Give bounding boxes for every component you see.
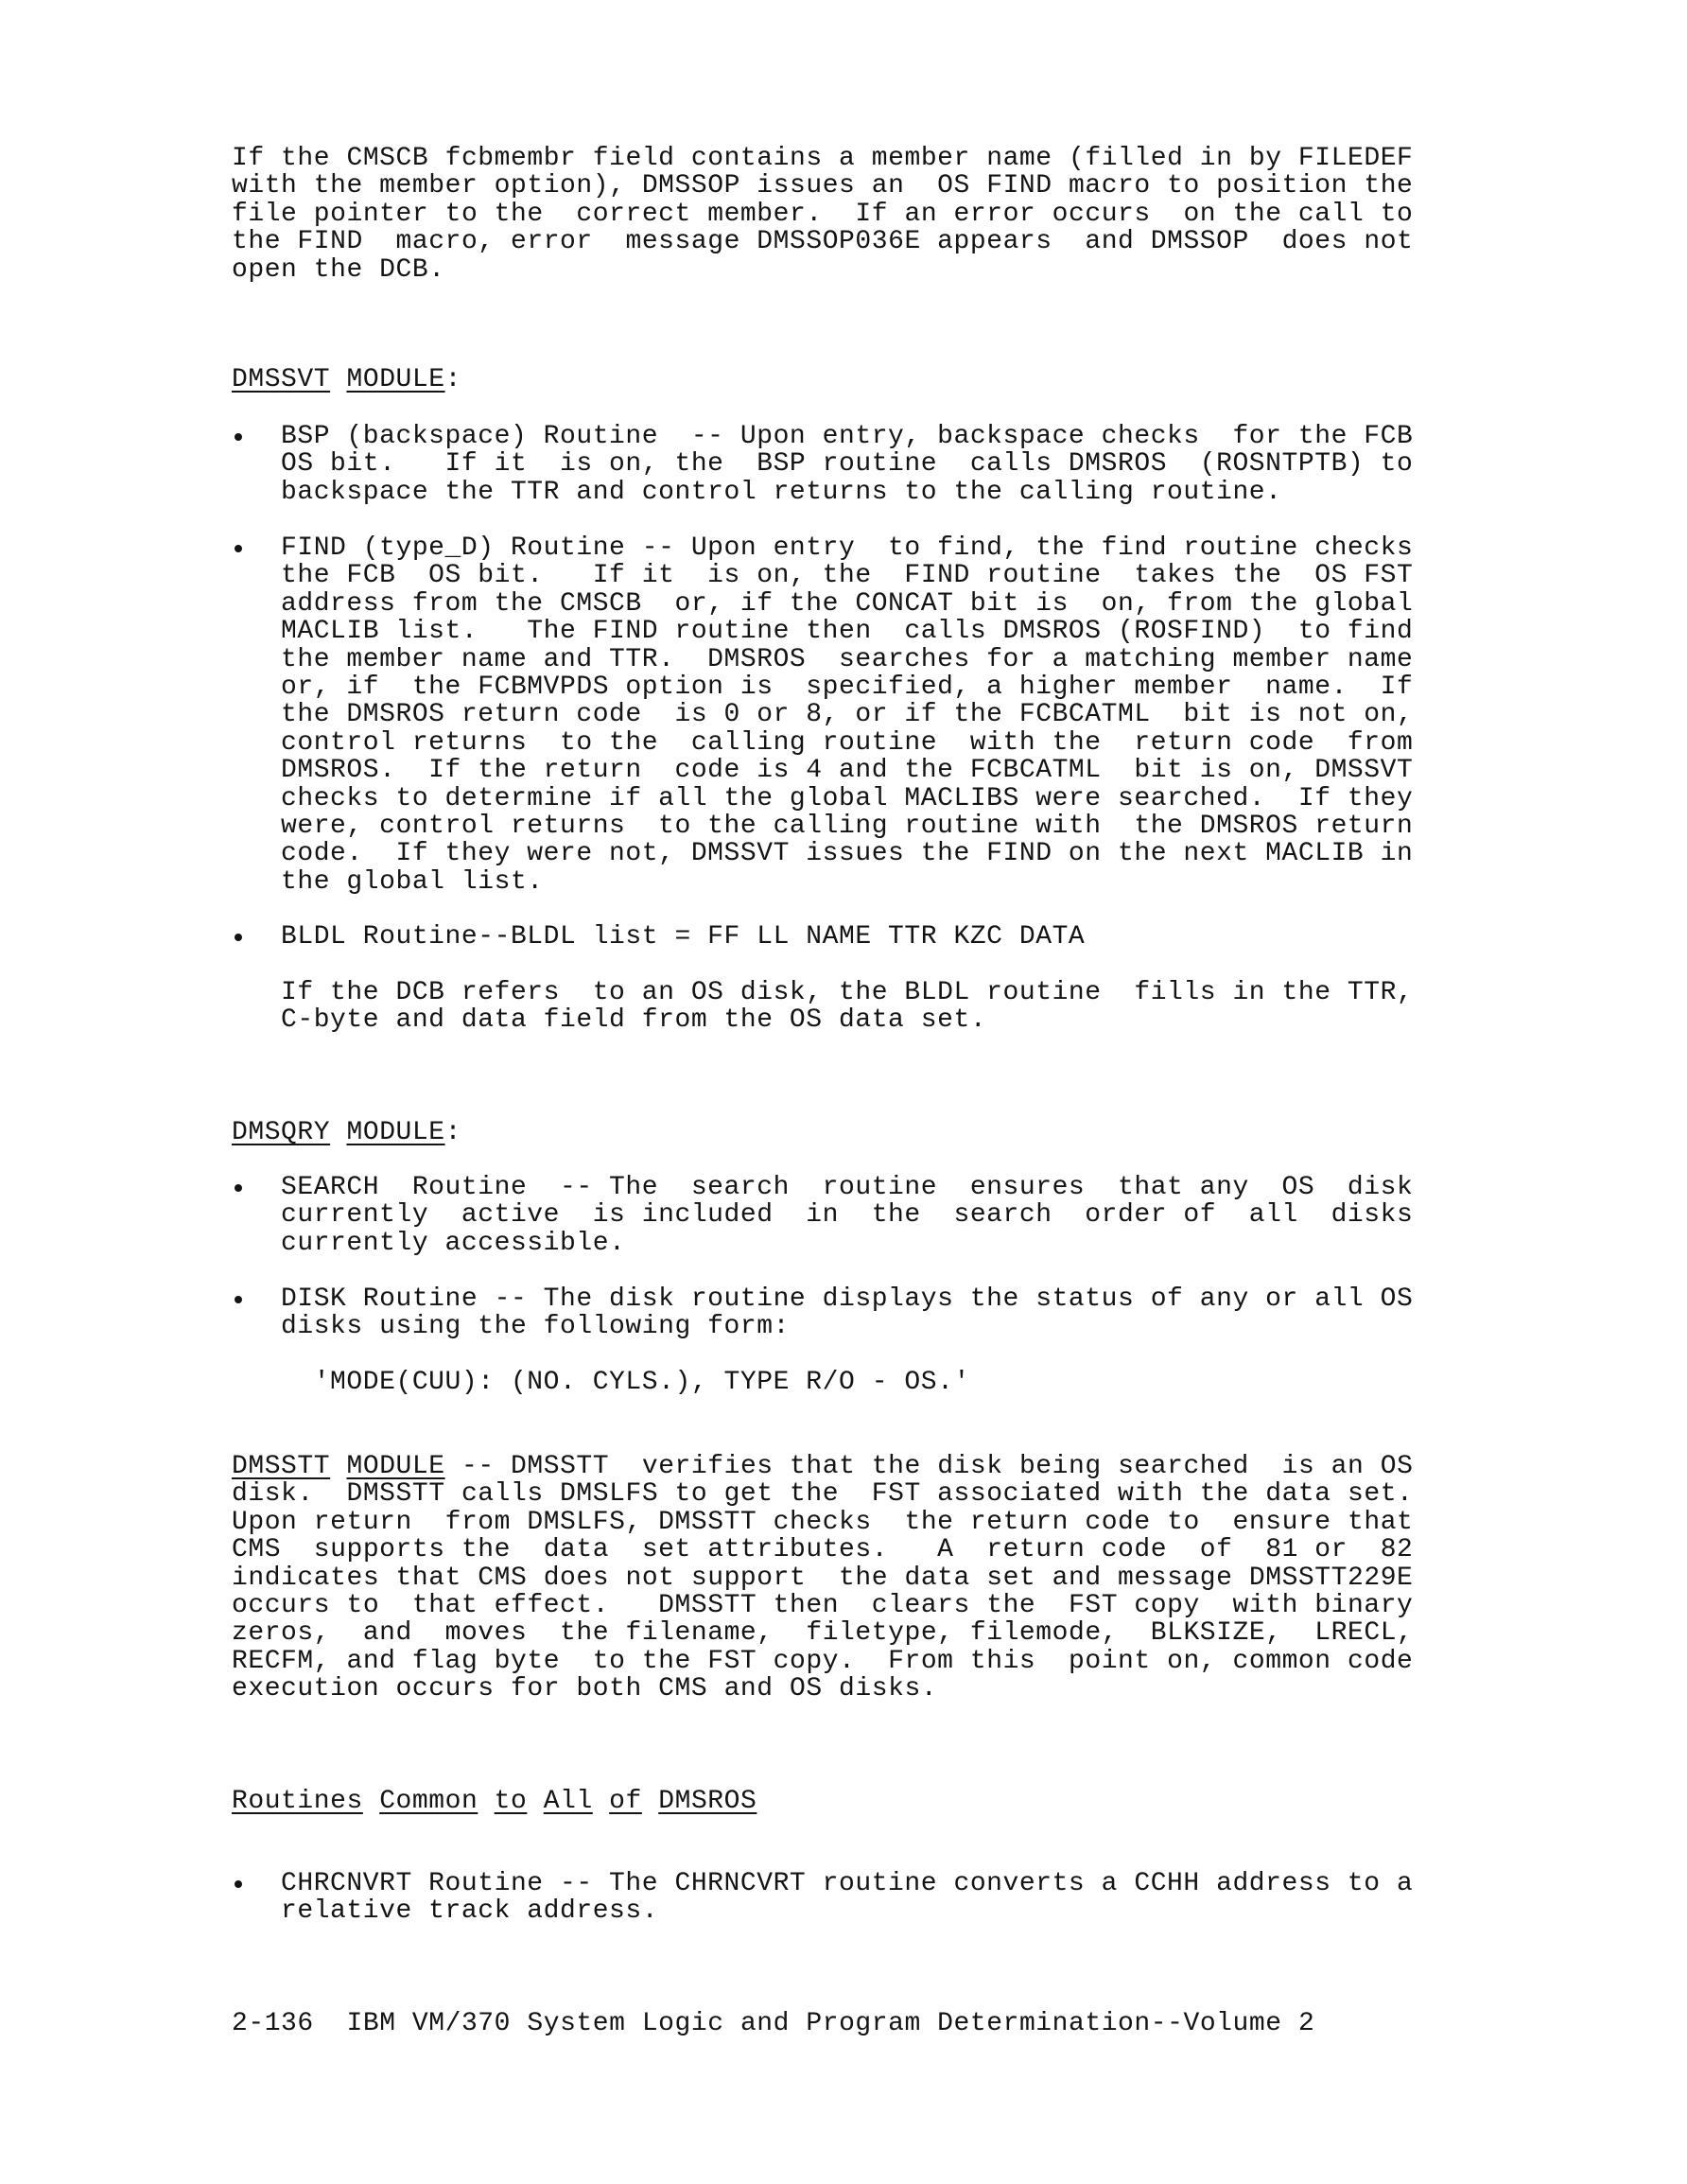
bullet-icon	[235, 1296, 242, 1303]
bullet-icon	[235, 1184, 242, 1192]
heading-word: to	[494, 1787, 528, 1816]
section-heading-common-routines	[232, 1788, 757, 1815]
bullet-icon	[235, 934, 242, 941]
module-word: MODULE	[346, 1118, 445, 1147]
bullet-text: SEARCH Routine -- The search routine ensures that any OS disk currently active is included in the search order of all disks currently accessible.	[281, 1173, 1414, 1258]
paragraph-text: -- DMSSTT verifies that the disk being searched is an OS disk. DMSSTT calls DMSLFS to get the FST associated with the data set. Upon return from DMSLFS, DMSSTT checks the return code to ensure that CMS supports the data set attributes. A return code of 81 or 82 indicates that CMS does not support the data set and message DMSSTT229E occurs to that effect. DMSSTT then clears the FST copy with binary zeros, and moves the filename, filetype, filemode, BLKSIZE, LRECL, RECFM, and flag byte to the FST copy. From this point on, common code execution occurs for both CMS and OS disks.	[232, 1452, 1414, 1704]
module-word: MODULE	[346, 365, 445, 394]
bullet-text: BLDL Routine--BLDL list = FF LL NAME TTR KZC DATA If the DCB refers to an OS disk, the BLDL routine fills in the TTR, C-byte and data field from the OS data set.	[281, 922, 1414, 1036]
bullet-icon	[235, 545, 242, 552]
heading-word: of	[609, 1787, 642, 1816]
bullet-icon	[235, 433, 242, 441]
bullet-text: DISK Routine -- The disk routine displays the status of any or all OS disks using the following form: 'MODE(CUU): (NO. CYLS.), TYPE R/O - OS.'	[281, 1284, 1414, 1398]
intro-paragraph: If the CMSCB fcbmembr field contains a member name (filled in by FILEDEF with the member option), DMSSOP issues an OS FIND macro to position the file pointer to the correct member. If an error occurs on the call to the FIND macro, error message DMSSOP036E appears and DMSSOP does not open the DCB.	[232, 144, 1414, 285]
bullet-text: CHRCNVRT Routine -- The CHRNCVRT routine converts a CCHH address to a relative track address.	[281, 1869, 1414, 1927]
heading-word: All	[543, 1787, 593, 1816]
section-heading-dmssvt	[232, 366, 461, 393]
bullet-item-chrcnvrt-routine	[232, 1870, 1413, 1926]
module-name: DMSQRY	[232, 1118, 331, 1147]
footer-title: IBM VM/370 System Logic and Program Determination--Volume 2	[346, 2009, 1315, 2038]
bullet-text: FIND (type_D) Routine -- Upon entry to find, the find routine checks the FCB OS bit. If it is on, the FIND routine takes the OS FST address from the CMSCB or, if the CONCAT bit is on, from the global MACLIB list. The FIND routine then calls DMSROS (ROSFIND) to find the member name and TTR. DMSROS searches for a matching member name or, if the FCBMVPDS option is specified, a higher member name. If the DMSROS return code is 0 or 8, or if the FCBCATML bit is not on, control returns to the calling routine with the return code from DMSROS. If the return code is 4 and the FCBCATML bit is on, DMSSVT checks to determine if all the global MACLIBS were searched. If they were, control returns to the calling routine with the DMSROS return code. If they were not, DMSSVT issues the FIND on the next MACLIB in the global list.	[281, 533, 1414, 897]
page-number: 2-136	[232, 2009, 314, 2038]
bullet-item-bsp-routine	[232, 423, 1413, 506]
heading-word: DMSROS	[658, 1787, 757, 1816]
heading-colon: :	[444, 365, 461, 394]
heading-colon: :	[444, 1118, 461, 1147]
module-name: DMSSVT	[232, 365, 331, 394]
section-heading-dmsqry	[232, 1119, 461, 1146]
bullet-text: BSP (backspace) Routine -- Upon entry, backspace checks for the FCB OS bit. If it is on, the BSP routine calls DMSROS (ROSNTPTB) to backspace the TTR and control returns to the calling routine.	[281, 422, 1414, 507]
heading-word: Routines	[232, 1787, 363, 1816]
bullet-item-disk-routine	[232, 1285, 1413, 1397]
module-paragraph-dmsstt	[232, 1453, 1413, 1704]
page-footer	[232, 2010, 1314, 2037]
bullet-item-find-routine	[232, 534, 1413, 896]
module-name: DMSSTT	[232, 1452, 331, 1481]
bullet-item-search-routine	[232, 1174, 1413, 1257]
module-word: MODULE	[346, 1452, 445, 1481]
bullet-icon	[235, 1880, 242, 1888]
heading-word: Common	[379, 1787, 478, 1816]
bullet-item-bldl-routine	[232, 923, 1413, 1035]
